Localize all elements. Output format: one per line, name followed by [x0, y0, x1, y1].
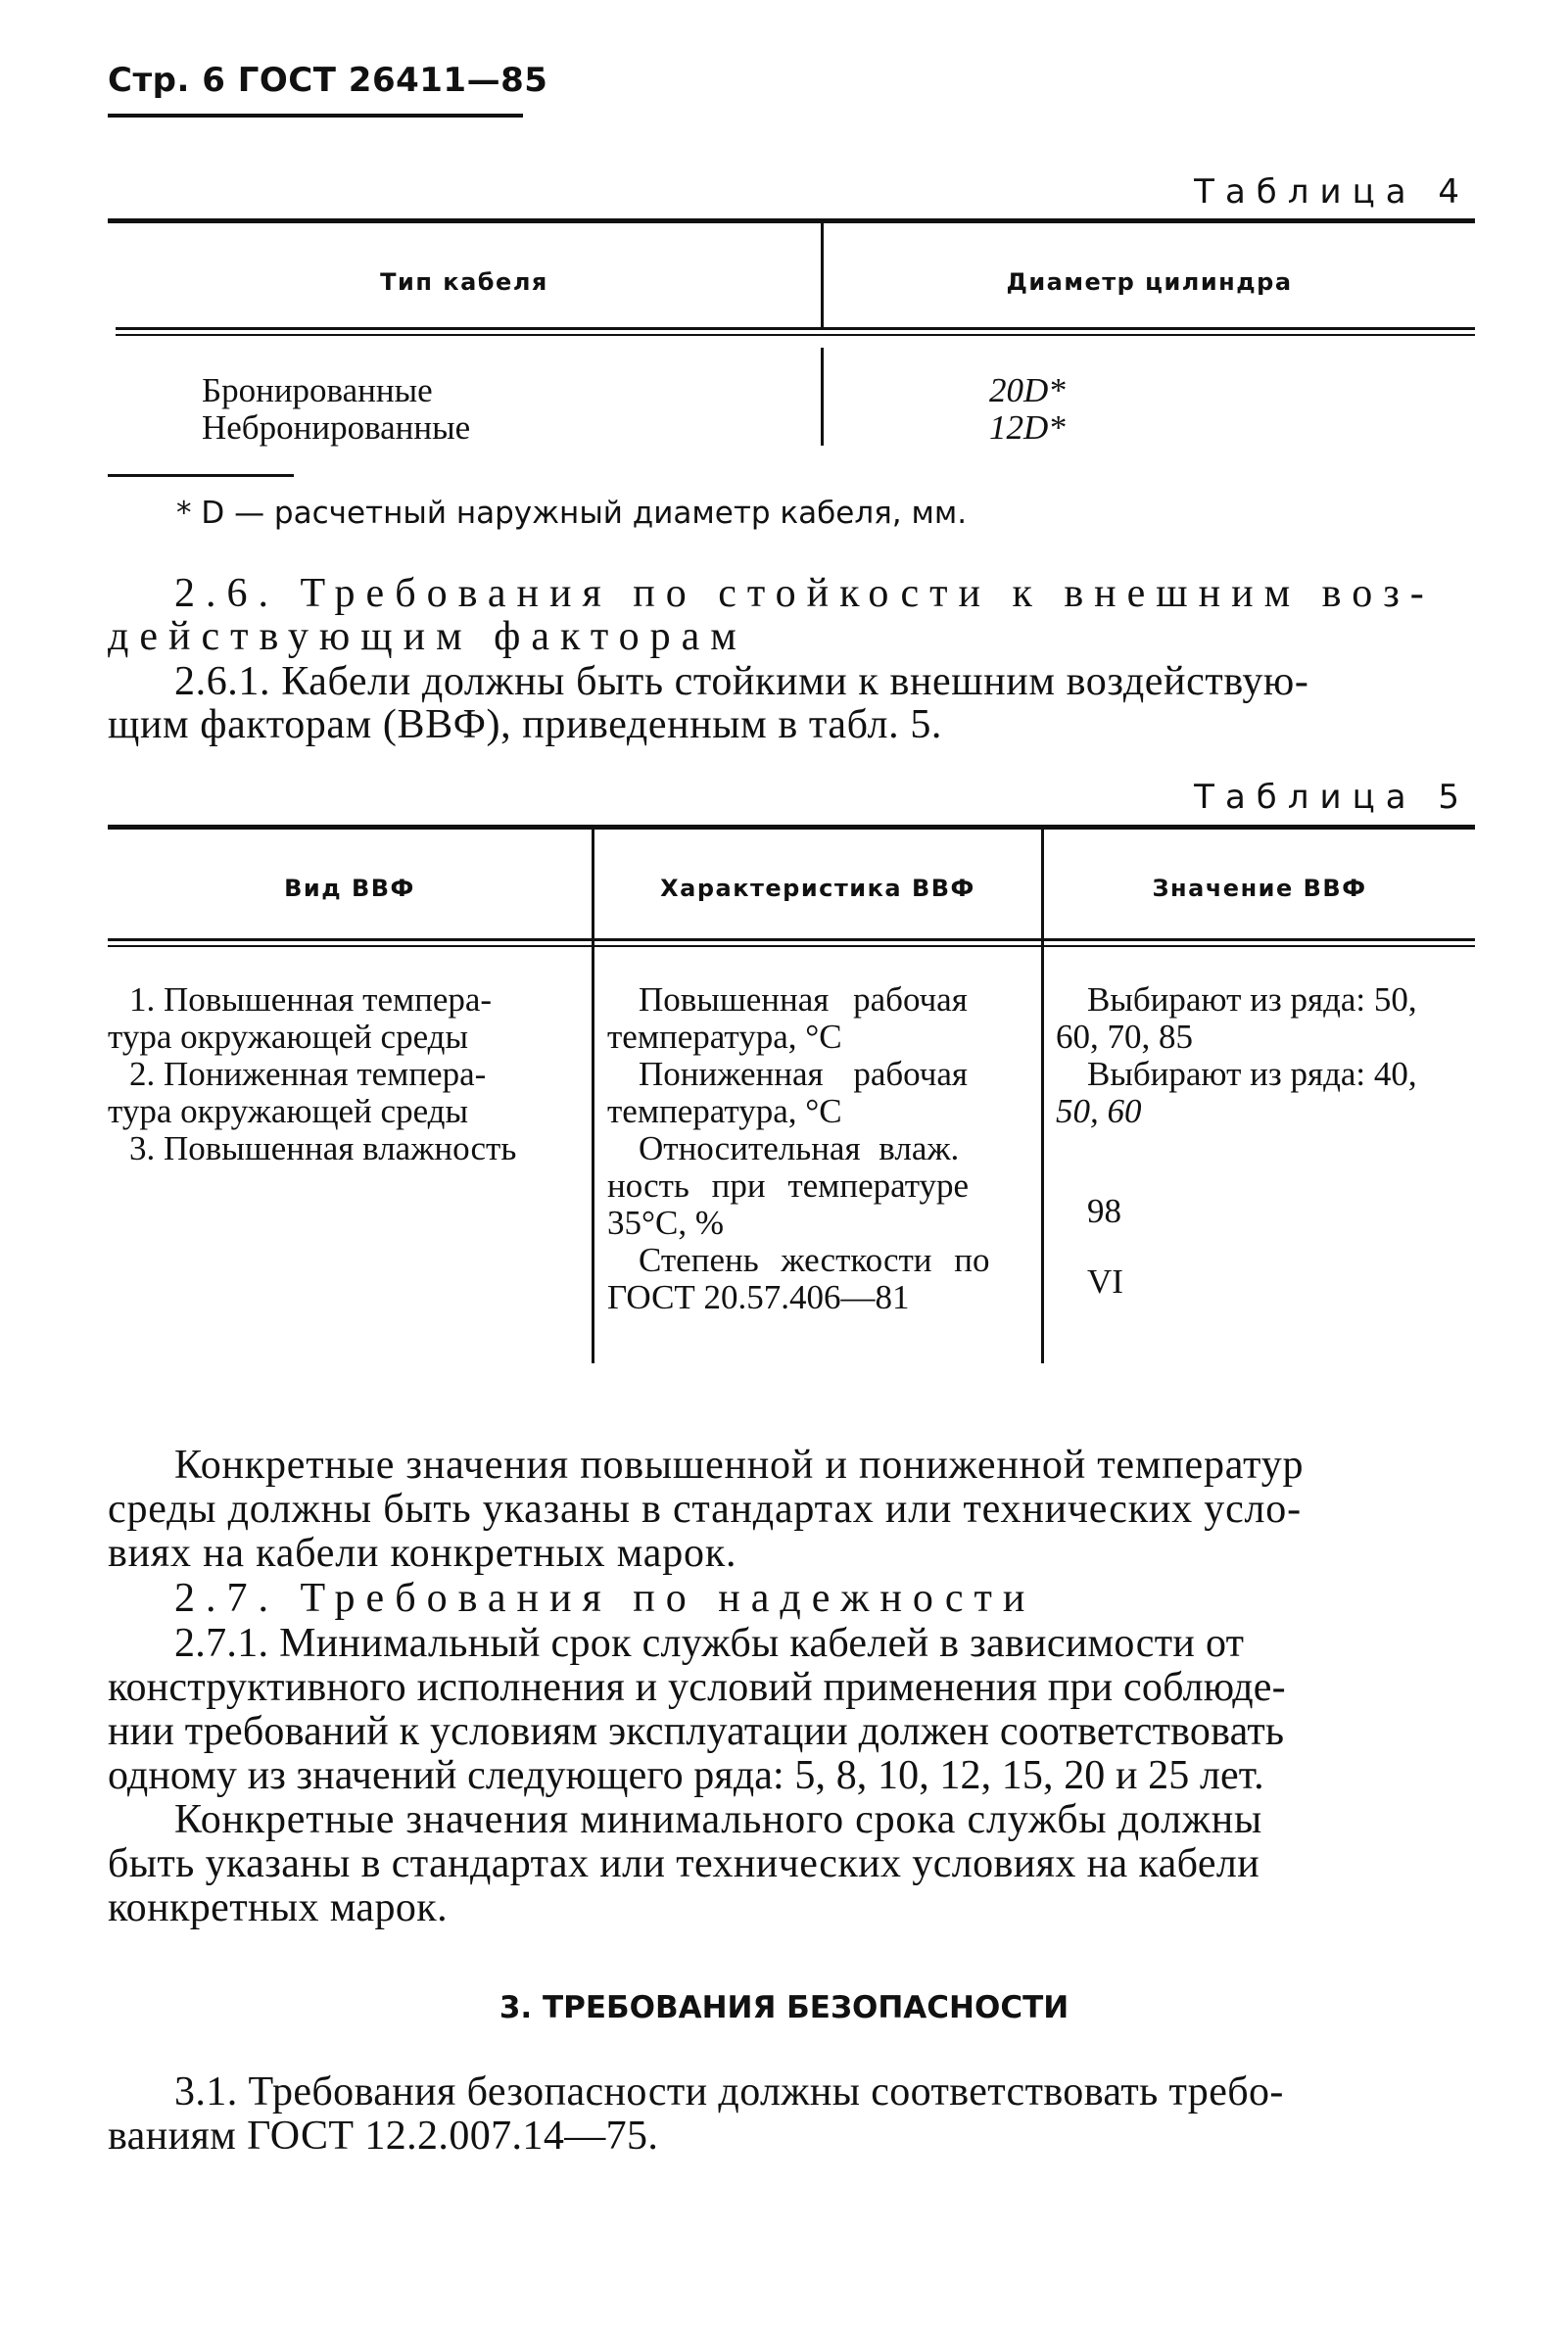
para-concrete-service-line3: конкретных марок. — [108, 1885, 448, 1930]
table5-col1-text-3: 2. Пониженная темпера- — [129, 1055, 487, 1093]
table5-col3-line-1: Выбирают из ряда: 50, — [1087, 980, 1417, 1019]
table4-header-rule-2 — [116, 334, 1475, 336]
para-concrete-service-line1: Конкретные значения минимального срока службы должны — [174, 1797, 1263, 1842]
table5-header-value: Значение ВВФ — [1152, 875, 1367, 902]
table5-caption: Таблица 5 — [1194, 778, 1470, 817]
table5-col2-line-6: ность при температуре — [607, 1166, 970, 1205]
table4-header-type: Тип кабеля — [380, 268, 548, 296]
table4-row-1-type: Бронированные — [202, 371, 433, 409]
table4-divider-body — [821, 348, 824, 446]
table5-divider-2 — [1041, 830, 1044, 1363]
table5-col1-text-1: 1. Повышенная темпера- — [129, 980, 493, 1019]
table5-col2-line-9: ГОСТ 20.57.406—81 — [607, 1278, 910, 1316]
table4-footnote: * D — расчетный наружный диаметр кабеля, мм. — [176, 496, 968, 531]
section-3-heading: 3. ТРЕБОВАНИЯ БЕЗОПАСНОСТИ — [499, 1990, 1069, 2025]
table5-col3-line-4: 50, 60 — [1056, 1092, 1142, 1130]
table5-col1-line-5: 3. Повышенная влажность — [129, 1129, 517, 1167]
table5-col2-line-8: Степень жесткости по — [639, 1241, 990, 1279]
section-2-7-1-line4: одному из значений следующего ряда: 5, 8, 10, 12, 15, 20 и 25 лет. — [108, 1753, 1264, 1798]
table5-col3-line-3: Выбирают из ряда: 40, — [1087, 1055, 1417, 1093]
para-concrete-temps-line1: Конкретные значения повышенной и пониженной температур — [174, 1443, 1305, 1488]
table5-col1-line-1 — [129, 981, 580, 1019]
table5-col2-line-7: 35°С, % — [607, 1204, 724, 1242]
table5-col3-line-5: 98 — [1087, 1192, 1121, 1230]
table5-header-kind: Вид ВВФ — [284, 875, 415, 902]
table5-divider-1 — [592, 830, 594, 1363]
section-2-7-1-line3: нии требований к условиям эксплуатации должен соответствовать — [108, 1709, 1285, 1754]
table5-col2-line-4: температура, °С — [607, 1092, 842, 1130]
section-2-6-heading-text: 2.6. Требования по стойкости к внешним воз- — [174, 571, 1435, 616]
table5-col1-line-4: тура окружающей среды — [108, 1092, 468, 1130]
table5-header-characteristic: Характеристика ВВФ — [660, 875, 975, 902]
table5-header-rule-2 — [108, 945, 1475, 947]
table5-col2-line-3: Пониженная рабочая — [639, 1055, 969, 1093]
table5-header-rule-1 — [108, 938, 1475, 941]
table4-header-rule-1 — [116, 327, 1475, 330]
header-rule — [108, 114, 523, 118]
section-2-6-1-line2: щим факторам (ВВФ), приведенным в табл. 5. — [108, 702, 943, 747]
section-2-7-heading: 2.7. Требования по надежности — [174, 1576, 1036, 1621]
section-2-6-heading-line2: действующим факторам — [108, 614, 747, 659]
section-2-7-1-line1: 2.7.1. Минимальный срок службы кабелей в зависимости от — [174, 1621, 1245, 1666]
table4-footnote-rule — [108, 474, 294, 477]
para-concrete-service-line2: быть указаны в стандартах или технических условиях на кабели — [108, 1841, 1260, 1886]
table4-caption: Таблица 4 — [1194, 172, 1470, 212]
table5-top-rule — [108, 825, 1475, 830]
table5-col2-line-5: Относительная влаж. — [639, 1129, 960, 1167]
section-3-1-line1: 3.1. Требования безопасности должны соответствовать требо- — [174, 2069, 1284, 2115]
table5-col3-line-2: 60, 70, 85 — [1056, 1018, 1193, 1056]
para-concrete-temps-line2: среды должны быть указаны в стандартах или технических усло- — [108, 1487, 1302, 1532]
table5-col1-line-3 — [129, 1056, 580, 1093]
table4-row-2-type: Небронированные — [202, 408, 471, 447]
table5-col3-line-6: VI — [1087, 1262, 1123, 1301]
section-2-6-1-line1: 2.6.1. Кабели должны быть стойкими к внешним воздействую- — [174, 659, 1309, 704]
table5-col1-line-2: тура окружающей среды — [108, 1018, 468, 1056]
section-3-1-line2: ваниям ГОСТ 12.2.007.14—75. — [108, 2114, 659, 2159]
table4-header-diameter: Диаметр цилиндра — [1006, 268, 1293, 296]
table4-row-1-diameter: 20D* — [989, 371, 1066, 409]
section-2-7-1-line2: конструктивного исполнения и условий применения при соблюде- — [108, 1665, 1286, 1710]
page-header: Стр. 6 ГОСТ 26411—85 — [108, 61, 548, 100]
table4-top-rule — [108, 218, 1475, 223]
table5-col2-line-2: температура, °С — [607, 1018, 842, 1056]
table5-col2-line-1: Повышенная рабочая — [639, 980, 968, 1019]
section-2-6-heading-line1 — [174, 572, 1469, 615]
para-concrete-temps-line3: виях на кабели конкретных марок. — [108, 1531, 737, 1576]
table4-row-2-diameter: 12D* — [989, 408, 1066, 447]
